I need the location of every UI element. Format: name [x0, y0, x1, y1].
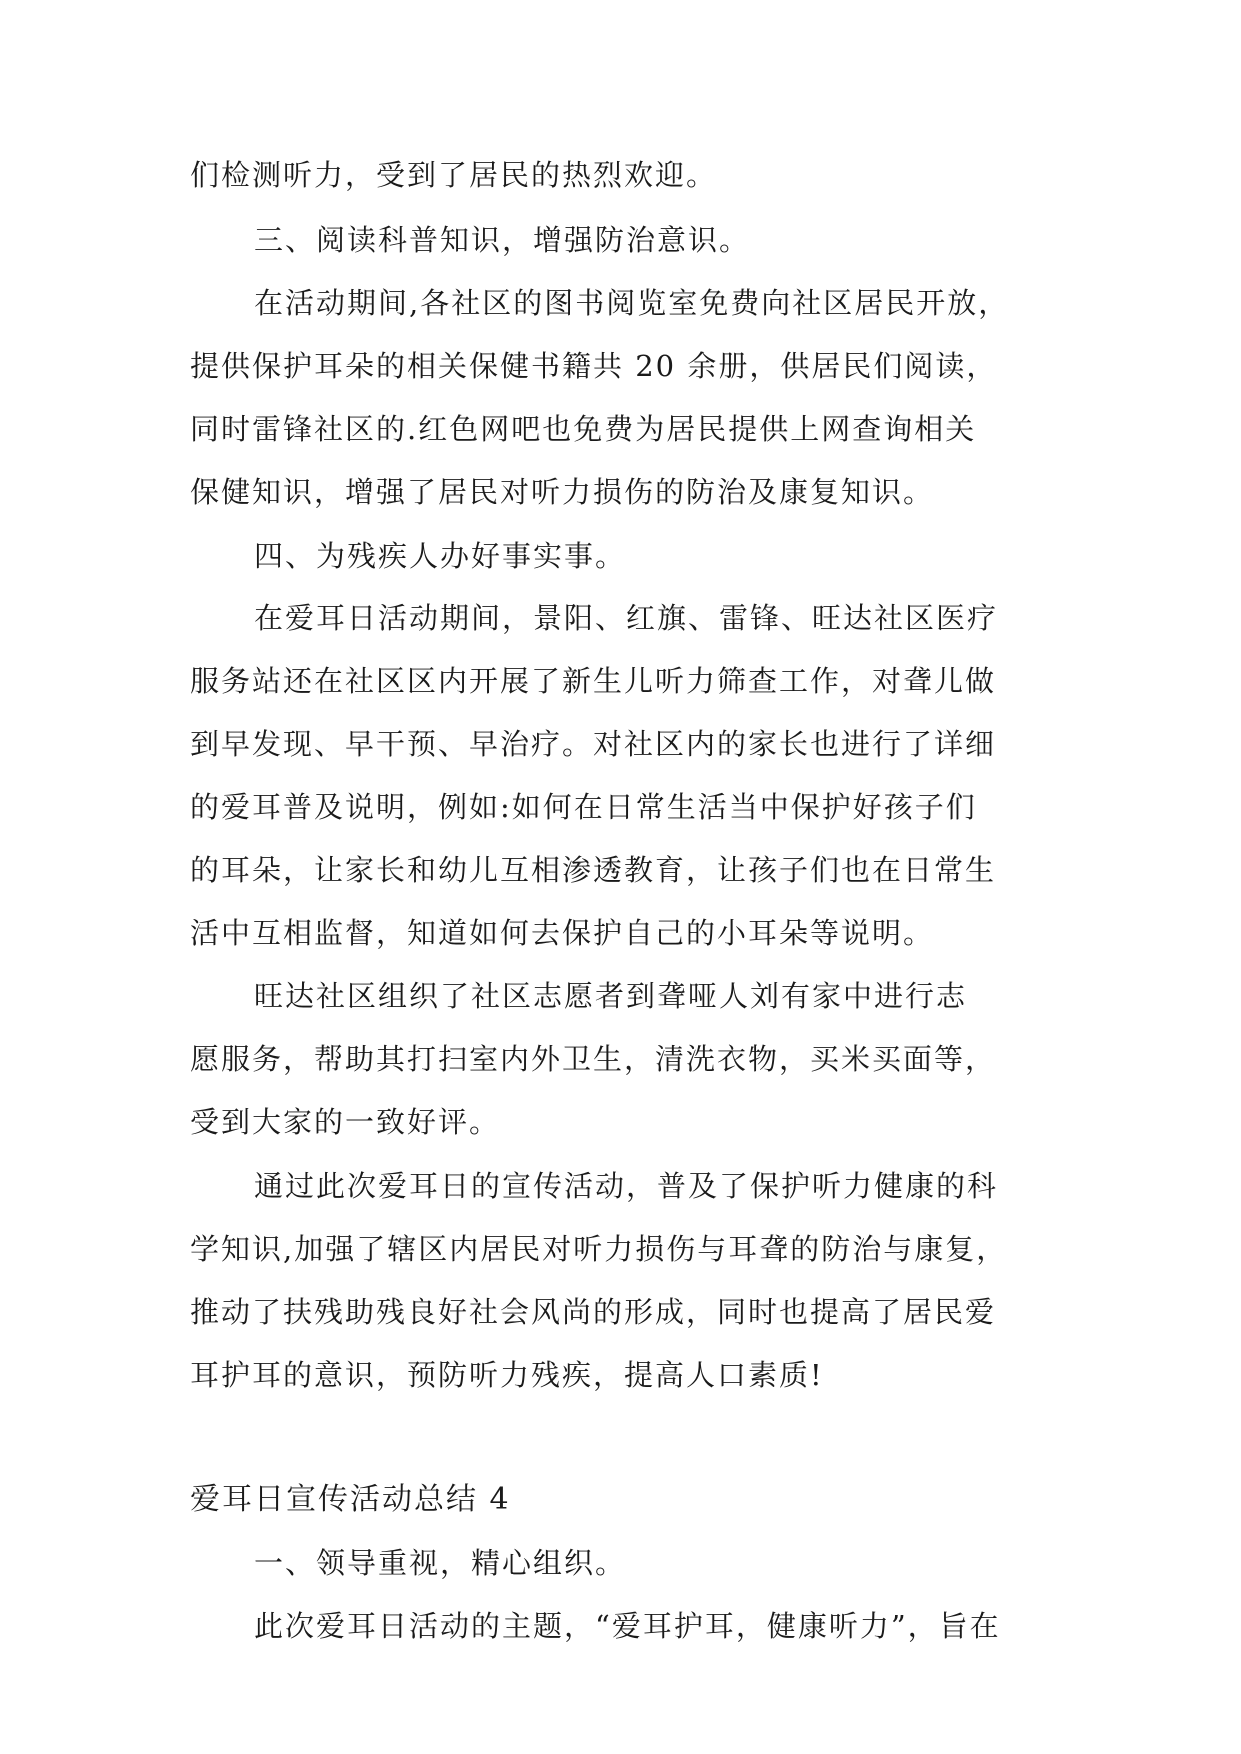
paragraph-line: 们检测听力，受到了居民的热烈欢迎。 — [190, 158, 718, 192]
paragraph-line: 推动了扶残助残良好社会风尚的形成，同时也提高了居民爱 — [190, 1295, 997, 1329]
paragraph-line: 活中互相监督，知道如何去保护自己的小耳朵等说明。 — [190, 916, 935, 950]
section-heading: 四、为残疾人办好事实事。 — [254, 539, 627, 573]
document-title: 爱耳日宣传活动总结 4 — [190, 1482, 511, 1517]
paragraph-line: 同时雷锋社区的.红色网吧也免费为居民提供上网查询相关 — [190, 412, 977, 446]
paragraph-line: 愿服务，帮助其打扫室内外卫生，清洗衣物，买米买面等， — [190, 1042, 997, 1076]
paragraph-line: 的耳朵，让家长和幼儿互相渗透教育，让孩子们也在日常生 — [190, 853, 997, 887]
paragraph-line: 在爱耳日活动期间，景阳、红旗、雷锋、旺达社区医疗 — [254, 601, 999, 635]
section-heading: 一、领导重视，精心组织。 — [254, 1546, 627, 1580]
paragraph-line: 受到大家的一致好评。 — [190, 1105, 501, 1139]
paragraph-line: 服务站还在社区区内开展了新生儿听力筛查工作，对聋儿做 — [190, 664, 997, 698]
paragraph-line: 到早发现、早干预、早治疗。对社区内的家长也进行了详细 — [190, 727, 997, 761]
paragraph-line: 在活动期间,各社区的图书阅览室免费向社区居民开放， — [254, 286, 1010, 320]
paragraph-line: 提供保护耳朵的相关保健书籍共 20 余册，供居民们阅读， — [190, 349, 998, 383]
paragraph-line: 此次爱耳日活动的主题，“爱耳护耳，健康听力”，旨在 — [254, 1609, 1001, 1643]
paragraph-line: 的爱耳普及说明，例如:如何在日常生活当中保护好孩子们 — [190, 790, 977, 824]
paragraph-line: 旺达社区组织了社区志愿者到聋哑人刘有家中进行志 — [254, 979, 968, 1013]
paragraph-line: 保健知识，增强了居民对听力损伤的防治及康复知识。 — [190, 475, 935, 509]
paragraph-line: 耳护耳的意识，预防听力残疾，提高人口素质! — [190, 1358, 824, 1392]
section-heading: 三、阅读科普知识，增强防治意识。 — [254, 223, 751, 257]
paragraph-line: 学知识,加强了辖区内居民对听力损伤与耳聋的防治与康复， — [190, 1232, 1008, 1266]
paragraph-line: 通过此次爱耳日的宣传活动，普及了保护听力健康的科 — [254, 1169, 999, 1203]
